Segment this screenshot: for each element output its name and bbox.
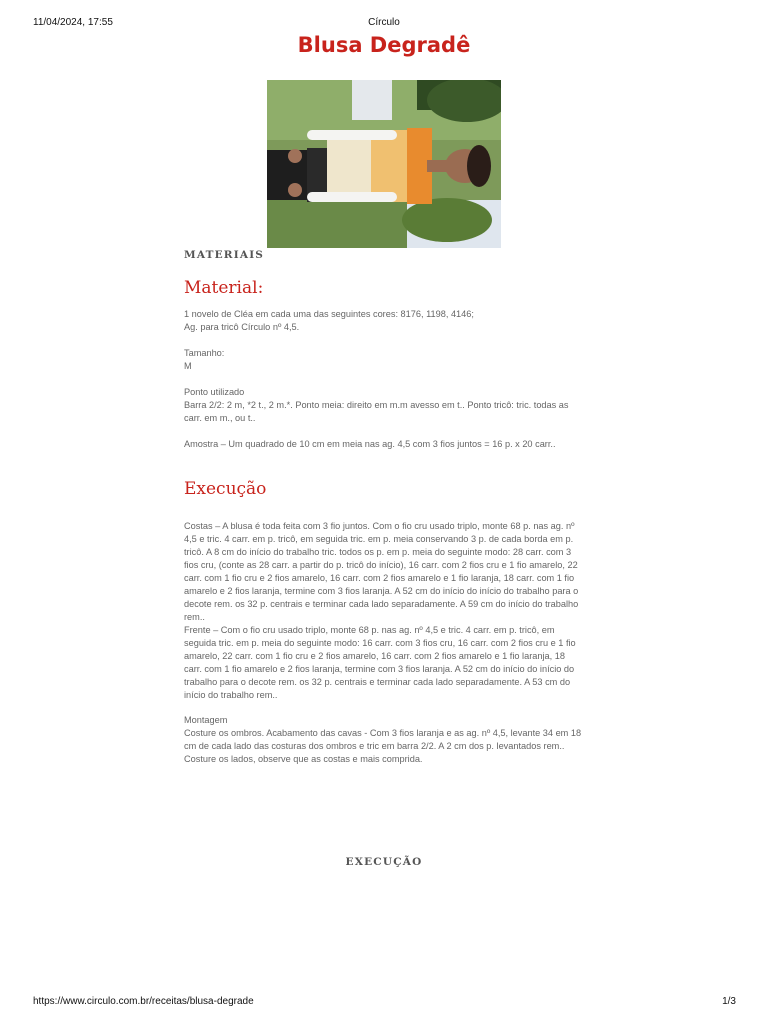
- product-photo: [267, 80, 501, 248]
- gauge-line: Amostra – Um quadrado de 10 cm em meia nas ag. 4,5 com 3 fios juntos = 16 p. x 20 carr..: [184, 439, 556, 449]
- montagem-block: [184, 714, 584, 766]
- section-label-execucao: EXECUÇÃO: [345, 856, 423, 868]
- page-url: https://www.circulo.com.br/receitas/blusa-degrade: [33, 996, 254, 1007]
- section-label-materiais: MATERIAIS: [184, 249, 265, 261]
- heading-material: Material:: [184, 278, 264, 298]
- size-label: Tamanho:: [184, 348, 225, 358]
- gauge-text: [184, 438, 584, 451]
- material-list: [184, 308, 584, 334]
- stitch-block: [184, 386, 584, 425]
- size-value: M: [184, 361, 192, 371]
- page-number: 1/3: [722, 996, 736, 1007]
- site-name: Círculo: [368, 17, 400, 28]
- material-line: 1 novelo de Cléa em cada uma das seguintes cores: 8176, 1198, 4146;: [184, 309, 474, 319]
- print-timestamp: 11/04/2024, 17:55: [33, 17, 113, 28]
- costas-text: Costas – A blusa é toda feita com 3 fio juntos. Com o fio cru usado triplo, monte 68 p. nas ag. nº 4,5 e tric. 4 carr. em p. tricô, em seguida tric. em p. meia conservando 3 p. de cada borda em p. tricô. A 8 cm do início do trabalho tric. todos os p. em p. meia do seguinte modo: 28 carr. com 3 fios cru, (conte as 28 carr. a partir do p. tricô do início), 16 carr. com 2 fios cru e 1 fio amarelo, 22 carr. com 1 fio cru e 2 fios amarelo, 16 carr. com 2 fios amarelo e 1 fio laranja, 18 carr. com 1 fio amarelo e 2 fios laranja, termine com 3 fios laranja. A 52 cm do início do início do trabalho para o decote rem. os 32 p. centrais e terminar cada lado separadamente. A 59 cm do início do trabalho rem..: [184, 521, 579, 622]
- heading-execucao: Execução: [184, 479, 267, 499]
- page-title: Blusa Degradê: [297, 33, 471, 57]
- material-line: Ag. para tricô Círculo nº 4,5.: [184, 322, 300, 332]
- instructions-block: [184, 520, 584, 702]
- photo-model-wearing-gradient-blouse: [267, 80, 501, 248]
- montagem-label: Montagem: [184, 715, 228, 725]
- size-block: [184, 347, 584, 373]
- stitch-text: Barra 2/2: 2 m, *2 t., 2 m.*. Ponto meia: direito em m.m avesso em t.. Ponto tricô: tric. todas as carr. em m., ou t..: [184, 400, 569, 423]
- montagem-text: Costure os ombros. Acabamento das cavas - Com 3 fios laranja e as ag. nº 4,5, levante 34 em 18 cm de cada lado das costuras dos ombros e tric em barra 2/2. A 2 cm dos p. levantados rem.. Costure os lados, observe que as costas e mais comprida.: [184, 728, 582, 764]
- stitch-label: Ponto utilizado: [184, 387, 245, 397]
- frente-text: Frente – Com o fio cru usado triplo, monte 68 p. nas ag. nº 4,5 e tric. 4 carr. em p. tricô, em seguida tric. em p. meia do seguinte modo: 16 carr. com 3 fios cru, 16 carr. com 2 fios cru e 1 fio amarelo, 22 carr. com 1 fio cru e 2 fios amarelo, 16 carr. com 2 fios amarelo e 1 fio laranja, 18 carr. com 1 fio amarelo e 2 fios laranja, termine com 3 fios laranja. A 52 cm do início do início do trabalho para o decote rem. os 32 p. centrais e terminar cada lado separadamente. A 53 cm do início do trabalho rem..: [184, 625, 576, 700]
